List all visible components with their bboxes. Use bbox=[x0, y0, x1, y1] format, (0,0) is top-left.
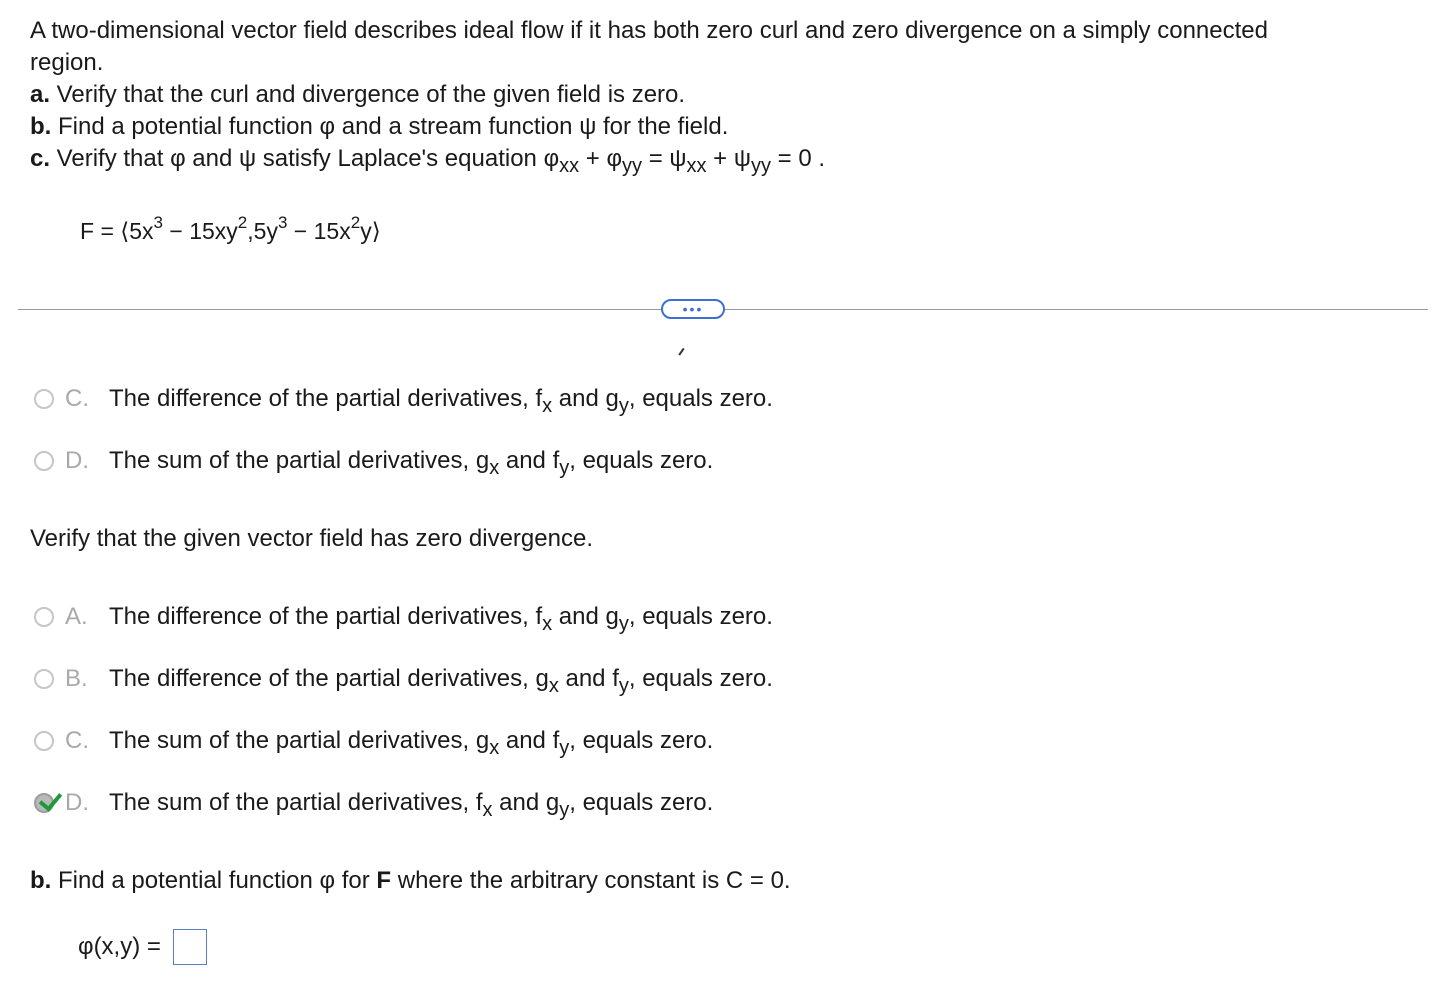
part-b-text: Find a potential function φ and a stream function ψ for the field. bbox=[51, 113, 729, 140]
option-letter: C. bbox=[65, 727, 89, 754]
divergence-prompt: Verify that the given vector field has zero divergence. bbox=[30, 525, 593, 552]
option-text: The difference of the partial derivatives, $f_x$ and $g_y$, equals zero. bbox=[109, 603, 773, 635]
part-c-instruction bbox=[30, 143, 825, 176]
part-b-label: b. bbox=[30, 113, 52, 140]
radio-button[interactable] bbox=[34, 669, 54, 689]
intro-line-1: A two-dimensional vector field describes ideal flow if it has both zero curl and zero divergence on a simply connected bbox=[30, 17, 1268, 44]
part-b-question: b. Find a potential function φ for F where the arbitrary constant is C = 0. bbox=[30, 867, 791, 894]
correct-check-icon bbox=[39, 787, 62, 811]
option-letter: D. bbox=[65, 789, 89, 816]
radio-button-selected[interactable] bbox=[34, 793, 54, 813]
curl-option-d[interactable] bbox=[34, 444, 713, 478]
option-letter: B. bbox=[65, 665, 88, 692]
div-option-c[interactable] bbox=[34, 724, 713, 758]
part-b-question-label: b. bbox=[30, 867, 52, 894]
show-more-button[interactable]: ••• bbox=[661, 299, 725, 319]
vector-field-F: $F = ⟨5x^3 - 15xy^2,5y^3$ − $15x^2y⟩$ bbox=[80, 213, 381, 244]
option-text: The sum of the partial derivatives, $f_x$ and $g_y$, equals zero. bbox=[109, 789, 714, 821]
intro-line-2: region. bbox=[30, 49, 104, 76]
option-letter: D. bbox=[65, 447, 89, 474]
div-option-a[interactable] bbox=[34, 600, 773, 634]
option-text: The difference of the partial derivatives, $g_x$ and $f_y$, equals zero. bbox=[109, 665, 773, 697]
answer-label: φ(x,y) = bbox=[78, 933, 161, 960]
laplace-equation: $\varphi_{xx} + \varphi_{yy} = \psi_{xx} + \psi_{yy} = 0$ . bbox=[543, 145, 826, 177]
radio-button[interactable] bbox=[34, 731, 54, 751]
part-b-instruction bbox=[30, 111, 728, 143]
option-letter: A. bbox=[65, 603, 88, 630]
phi-answer-input[interactable] bbox=[173, 929, 207, 965]
option-text: The difference of the partial derivatives, $f_x$ and $g_y$, equals zero. bbox=[109, 385, 773, 417]
option-text: The sum of the partial derivatives, $g_x$ and $f_y$, equals zero. bbox=[109, 447, 714, 479]
div-option-d[interactable] bbox=[34, 786, 713, 820]
radio-button[interactable] bbox=[34, 451, 54, 471]
small-tick-mark bbox=[673, 344, 684, 355]
radio-button[interactable] bbox=[34, 607, 54, 627]
part-a-instruction bbox=[30, 79, 685, 111]
option-text: The sum of the partial derivatives, $g_x$ and $f_y$, equals zero. bbox=[109, 727, 714, 759]
part-a-text: Verify that the curl and divergence of the given field is zero. bbox=[50, 81, 686, 108]
radio-button[interactable] bbox=[34, 389, 54, 409]
curl-option-c[interactable] bbox=[34, 382, 773, 416]
part-a-label: a. bbox=[30, 81, 51, 108]
div-option-b[interactable] bbox=[34, 662, 773, 696]
part-c-text: Verify that φ and ψ satisfy Laplace's equation bbox=[50, 145, 544, 172]
option-letter: C. bbox=[65, 385, 89, 412]
part-c-label: c. bbox=[30, 145, 51, 172]
